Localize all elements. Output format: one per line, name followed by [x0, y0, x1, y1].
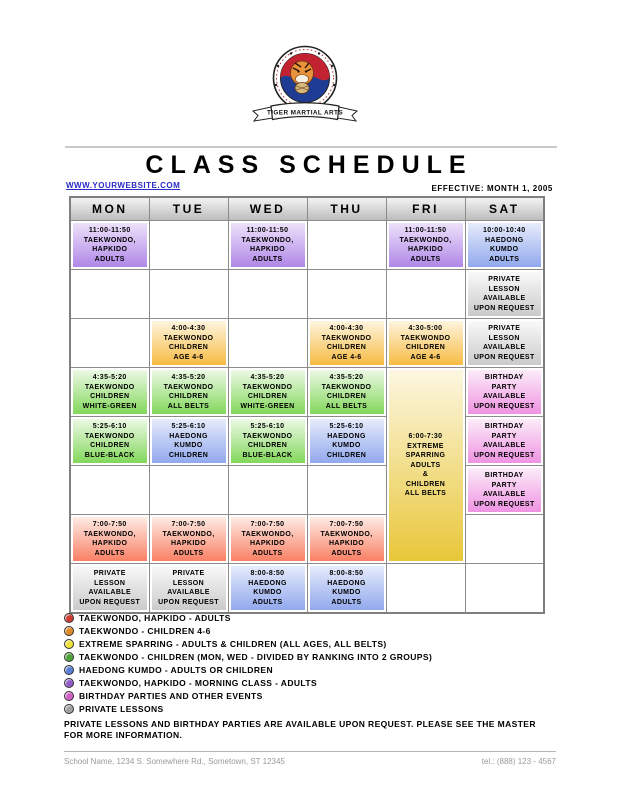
cell-line: TAEKWONDO, — [83, 236, 136, 244]
cell-line: CHILDREN — [90, 393, 130, 400]
cell-line: HAEDONG — [248, 579, 287, 587]
schedule-cell-private — [465, 270, 544, 319]
cell-line: 4:35-5:20 — [171, 374, 206, 381]
cell-line: UPON REQUEST — [473, 353, 535, 361]
cell-line: 5:25-6:10 — [329, 423, 364, 430]
cell-line: 8:00-8:50 — [250, 570, 285, 577]
legend-label: EXTREME SPARRING - ADULTS & CHILDREN (ALL AGES, ALL BELTS) — [79, 638, 387, 649]
legend-label: BIRTHDAY PARTIES AND OTHER EVENTS — [79, 690, 263, 701]
cell-line: CHILDREN — [326, 393, 367, 400]
cell-line: LESSON — [488, 334, 520, 342]
cell-line: AGE 4-6 — [173, 353, 204, 361]
schedule-cell-kumdo — [307, 417, 386, 466]
cell-line: TAEKWONDO — [242, 383, 293, 391]
cell-line: TAEKWONDO — [163, 383, 214, 391]
legend — [64, 611, 432, 715]
cell-line: KUMDO — [332, 589, 361, 596]
cell-line: UPON REQUEST — [473, 451, 535, 459]
schedule-cell-adults — [307, 515, 386, 564]
schedule-row — [70, 564, 544, 614]
cell-line: CHILDREN — [326, 451, 367, 459]
legend-item — [64, 637, 432, 650]
schedule-cell-private — [70, 564, 149, 614]
cell-line: TAEKWONDO — [84, 383, 135, 391]
legend-dot-icon — [64, 665, 74, 675]
cell-line: PRIVATE — [93, 570, 126, 577]
schedule-cell-empty — [70, 270, 149, 319]
cell-line: UPON REQUEST — [473, 500, 535, 508]
cell-line: AVAILABLE — [167, 589, 210, 596]
cell-line: HAPKIDO — [249, 540, 286, 547]
legend-label: TAEKWONDO - CHILDREN (MON, WED - DIVIDED BY RANKING INTO 2 GROUPS) — [79, 651, 433, 662]
schedule-cell-party — [465, 466, 544, 515]
schedule-cell-empty — [70, 319, 149, 368]
schedule-cell-empty — [149, 221, 228, 270]
cell-line: TAEKWONDO — [163, 334, 214, 342]
cell-line: 5:25-6:10 — [250, 423, 285, 430]
schedule-cell-children — [228, 417, 307, 466]
schedule-table — [69, 196, 545, 614]
cell-line: TAEKWONDO, — [83, 530, 136, 538]
legend-dot-icon — [64, 626, 74, 636]
cell-line: HAEDONG — [169, 432, 208, 440]
cell-line: CHILDREN — [247, 393, 288, 400]
schedule-cell-adults — [228, 515, 307, 564]
schedule-cell-private — [465, 319, 544, 368]
schedule-cell-children46 — [386, 319, 465, 368]
cell-line: BLUE-BLACK — [84, 451, 135, 459]
schedule-cell-empty — [149, 466, 228, 515]
legend-item — [64, 611, 432, 624]
cell-line: 4:00-4:30 — [329, 325, 364, 332]
cell-line: UPON REQUEST — [79, 598, 141, 606]
cell-line: 7:00-7:50 — [171, 521, 206, 528]
legend-dot-icon — [64, 613, 74, 623]
cell-line: CHILDREN — [168, 393, 209, 400]
footer-divider — [64, 751, 556, 752]
cell-line: 8:00-8:50 — [329, 570, 364, 577]
cell-line: LESSON — [488, 285, 520, 293]
cell-line: 4:35-5:20 — [329, 374, 364, 381]
cell-line: HAPKIDO — [92, 246, 128, 253]
schedule-cell-empty — [386, 270, 465, 319]
cell-line: PARTY — [491, 432, 517, 440]
cell-line: CHILDREN — [90, 442, 130, 449]
day-header-sat: SAT — [465, 197, 544, 221]
schedule-row — [70, 417, 544, 466]
cell-line: PRIVATE — [172, 570, 205, 577]
schedule-cell-empty — [465, 564, 544, 614]
cell-line: 4:30-5:00 — [408, 325, 443, 332]
schedule-cell-kumdo — [465, 221, 544, 270]
footer-address: School Name, 1234 S. Somewhere Rd., Sometown, ST 12345 — [64, 757, 285, 766]
cell-line: UPON REQUEST — [158, 598, 219, 606]
cell-line: ADULTS — [252, 549, 283, 557]
cell-line: TAEKWONDO — [400, 334, 451, 342]
cell-line: ADULTS — [94, 549, 125, 557]
cell-line: WHITE-GREEN — [82, 402, 137, 410]
cell-line: TAEKWONDO, — [241, 530, 294, 538]
cell-line: HAPKIDO — [407, 246, 444, 253]
schedule-cell-empty — [386, 564, 465, 614]
cell-line: KUMDO — [174, 442, 203, 449]
legend-dot-icon — [64, 691, 74, 701]
cell-line: TAEKWONDO, — [241, 236, 294, 244]
schedule-row — [70, 270, 544, 319]
cell-line: BIRTHDAY — [484, 472, 524, 479]
cell-line: PARTY — [491, 481, 517, 489]
cell-line: TAEKWONDO — [321, 334, 372, 342]
cell-line: ALL BELTS — [404, 490, 447, 498]
schedule-cell-empty — [307, 221, 386, 270]
cell-line: AVAILABLE — [482, 442, 526, 449]
cell-line: BIRTHDAY — [484, 374, 524, 381]
schedule-cell-empty — [228, 270, 307, 319]
footer-phone: tel.: (888) 123 - 4567 — [481, 757, 556, 766]
schedule-cell-kumdo — [149, 417, 228, 466]
cell-line: CHILDREN — [326, 344, 367, 351]
cell-line: BIRTHDAY — [484, 423, 524, 430]
cell-line: ADULTS — [489, 255, 520, 263]
cell-line: 11:00-11:50 — [246, 227, 289, 234]
schedule-cell-sparring — [386, 368, 465, 564]
cell-line: CHILDREN — [405, 480, 446, 488]
day-header-wed: WED — [228, 197, 307, 221]
cell-line: SPARRING — [405, 452, 446, 460]
cell-line: TAEKWONDO — [242, 432, 293, 440]
cell-line: TAEKWONDO, — [320, 530, 373, 538]
cell-line: HAPKIDO — [92, 540, 128, 547]
schedule-cell-children — [70, 417, 149, 466]
schedule-cell-party — [465, 417, 544, 466]
schedule-cell-private — [149, 564, 228, 614]
cell-line: TAEKWONDO, — [399, 236, 452, 244]
cell-line: 10:00-10:40 — [482, 227, 526, 234]
legend-label: TAEKWONDO, HAPKIDO - MORNING CLASS - ADULTS — [79, 677, 318, 688]
cell-line: HAPKIDO — [328, 540, 365, 547]
cell-line: PARTY — [491, 383, 517, 391]
cell-line: ADULTS — [252, 598, 283, 606]
schedule-row — [70, 368, 544, 417]
logo-banner-label: TIGER MARTIAL ARTS — [266, 109, 344, 117]
schedule-cell-adults — [70, 515, 149, 564]
cell-line: CHILDREN — [168, 344, 209, 351]
cell-line: KUMDO — [253, 589, 282, 596]
cell-line: ADULTS — [410, 255, 441, 263]
schedule-row — [70, 319, 544, 368]
legend-item — [64, 624, 432, 637]
cell-line: KUMDO — [490, 246, 519, 253]
schedule-cell-empty — [149, 270, 228, 319]
cell-line: 4:00-4:30 — [171, 325, 206, 332]
cell-line: HAEDONG — [327, 432, 366, 440]
schedule-cell-empty — [228, 466, 307, 515]
cell-line: TAEKWONDO — [321, 383, 372, 391]
schedule-cell-children — [228, 368, 307, 417]
legend-item — [64, 663, 432, 676]
cell-line: 7:00-7:50 — [250, 521, 285, 528]
cell-line: AVAILABLE — [482, 393, 526, 400]
schedule-cell-empty — [465, 515, 544, 564]
cell-line: 4:35-5:20 — [92, 374, 127, 381]
legend-item — [64, 650, 432, 663]
schedule-cell-morning — [386, 221, 465, 270]
cell-line: & — [422, 471, 429, 479]
schedule-cell-empty — [307, 270, 386, 319]
schedule-cell-empty — [70, 466, 149, 515]
effective-date: EFFECTIVE: MONTH 1, 2005 — [431, 184, 553, 193]
cell-line: 5:25-6:10 — [92, 423, 127, 430]
cell-line: TAEKWONDO, — [162, 530, 215, 538]
cell-line: 11:00-11:50 — [404, 227, 447, 234]
cell-line: AGE 4-6 — [331, 353, 362, 361]
cell-line: AVAILABLE — [88, 589, 132, 596]
cell-line: ADULTS — [94, 255, 125, 263]
cell-line: ADULTS — [331, 598, 362, 606]
cell-line: CHILDREN — [168, 451, 209, 459]
cell-line: AVAILABLE — [482, 295, 526, 302]
cell-line: 6:00-7:30 — [408, 433, 443, 441]
cell-line: ADULTS — [410, 461, 441, 469]
cell-line: PRIVATE — [488, 276, 521, 283]
day-header-row — [70, 197, 544, 221]
legend-dot-icon — [64, 678, 74, 688]
cell-line: PRIVATE — [488, 325, 521, 332]
schedule-cell-party — [465, 368, 544, 417]
schedule-cell-morning — [70, 221, 149, 270]
legend-label: HAEDONG KUMDO - ADULTS OR CHILDREN — [79, 664, 273, 675]
cell-line: AGE 4-6 — [410, 353, 441, 361]
legend-item — [64, 689, 432, 702]
legend-label: TAEKWONDO - CHILDREN 4-6 — [79, 625, 211, 636]
cell-line: EXTREME — [407, 442, 444, 450]
day-header-thu: THU — [307, 197, 386, 221]
schedule-cell-children — [149, 368, 228, 417]
legend-item — [64, 676, 432, 689]
legend-label: PRIVATE LESSONS — [79, 703, 164, 714]
cell-line: WHITE-GREEN — [240, 402, 295, 410]
schedule-row — [70, 466, 544, 515]
cell-line: HAEDONG — [484, 236, 524, 244]
cell-line: 4:35-5:20 — [250, 374, 285, 381]
cell-line: BLUE-BLACK — [242, 451, 293, 459]
cell-line: HAEDONG — [327, 579, 366, 587]
schedule-cell-children — [70, 368, 149, 417]
cell-line: ALL BELTS — [325, 402, 368, 410]
page-title: CLASS SCHEDULE — [145, 151, 473, 179]
cell-line: CHILDREN — [405, 344, 446, 351]
cell-line: LESSON — [172, 579, 205, 587]
cell-line: ADULTS — [252, 255, 283, 263]
schedule-cell-children — [307, 368, 386, 417]
cell-line: 7:00-7:50 — [92, 521, 127, 528]
footer — [64, 757, 556, 766]
cell-line: HAPKIDO — [249, 246, 286, 253]
schedule-cell-children46 — [149, 319, 228, 368]
schedule-cell-kumdo — [307, 564, 386, 614]
cell-line: AVAILABLE — [482, 491, 526, 498]
legend-item — [64, 702, 432, 715]
cell-line: 5:25-6:10 — [171, 423, 206, 430]
cell-line: TAEKWONDO — [84, 432, 135, 440]
schedule-cell-adults — [149, 515, 228, 564]
legend-dot-icon — [64, 652, 74, 662]
cell-line: 11:00-11:50 — [88, 227, 131, 234]
schedule-row — [70, 221, 544, 270]
cell-line: ALL BELTS — [167, 402, 210, 410]
day-header-tue: TUE — [149, 197, 228, 221]
day-header-fri: FRI — [386, 197, 465, 221]
cell-line: HAPKIDO — [170, 540, 207, 547]
header-divider — [65, 146, 557, 148]
schedule-cell-kumdo — [228, 564, 307, 614]
website-link[interactable]: WWW.YOURWEBSITE.COM — [66, 181, 181, 190]
cell-line: CHILDREN — [247, 442, 288, 449]
cell-line: 7:00-7:50 — [329, 521, 364, 528]
schedule-cell-morning — [228, 221, 307, 270]
cell-line: ADULTS — [173, 549, 204, 557]
legend-label: TAEKWONDO, HAPKIDO - ADULTS — [79, 612, 231, 623]
legend-dot-icon — [64, 704, 74, 714]
schedule-cell-empty — [228, 319, 307, 368]
schedule-cell-empty — [307, 466, 386, 515]
schedule-row — [70, 515, 544, 564]
tiger-martial-arts-logo — [245, 44, 365, 136]
day-header-mon: MON — [70, 197, 149, 221]
schedule-cell-children46 — [307, 319, 386, 368]
cell-line: ADULTS — [331, 549, 362, 557]
cell-line: UPON REQUEST — [473, 304, 535, 312]
cell-line: UPON REQUEST — [473, 402, 535, 410]
legend-dot-icon — [64, 639, 74, 649]
request-note: PRIVATE LESSONS AND BIRTHDAY PARTIES ARE AVAILABLE UPON REQUEST. PLEASE SEE THE MASTER FOR MORE INFORMATION. — [64, 719, 536, 740]
cell-line: LESSON — [94, 579, 126, 587]
logo-banner-ribbon — [253, 103, 357, 121]
cell-line: KUMDO — [332, 442, 361, 449]
cell-line: AVAILABLE — [482, 344, 526, 351]
